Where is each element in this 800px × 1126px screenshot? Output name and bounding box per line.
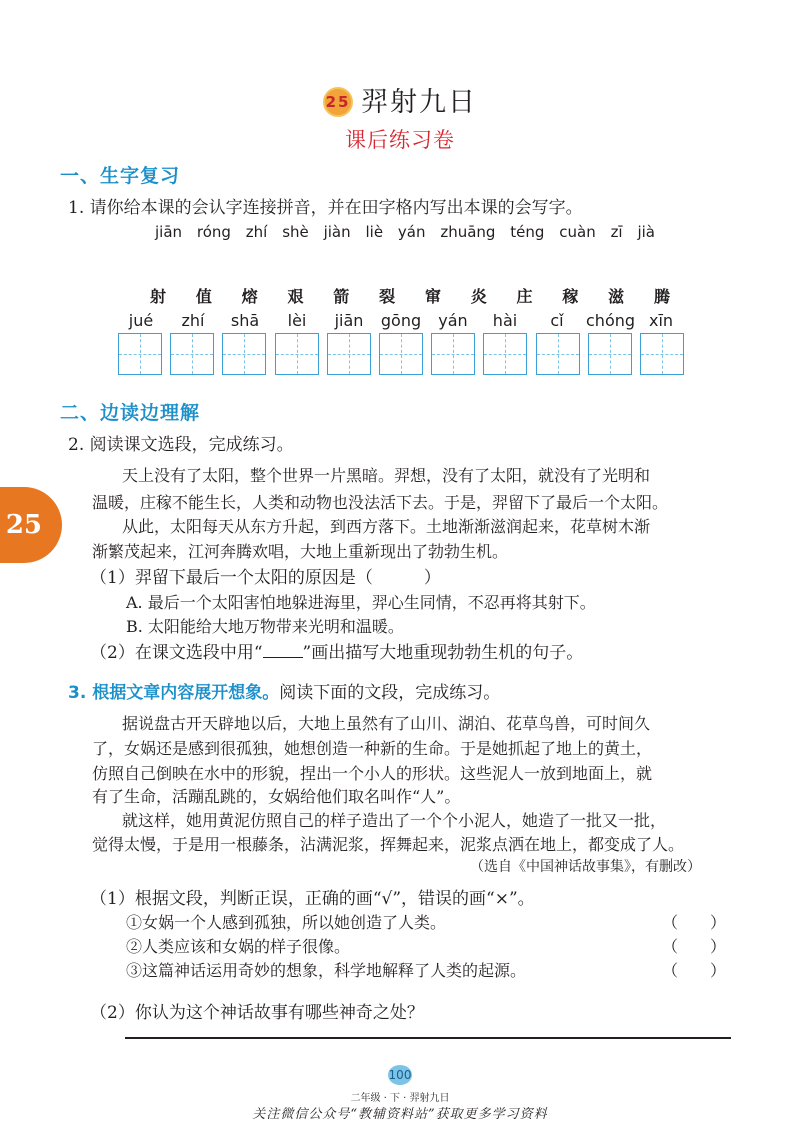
question-1: 1. 请你给本课的会认字连接拼音，并在田字格内写出本课的会写字。 xyxy=(68,198,583,218)
passage2-line: 就这样，她用黄泥仿照自己的样子造出了一个个小泥人，她造了一批又一批， xyxy=(122,811,667,830)
q2-option-b[interactable]: B. 太阳能给大地万物带来光明和温暖。 xyxy=(126,617,404,636)
char-item[interactable]: 熔 xyxy=(241,287,258,306)
passage2-line: 觉得太慢，于是用一根藤条，沾满泥浆，挥舞起来，泥浆点洒在地上，都变成了人。 xyxy=(92,835,685,854)
grid-pinyin: jiān xyxy=(334,311,364,330)
judge-paren-1[interactable]: （ ） xyxy=(662,913,727,932)
char-item[interactable]: 炎 xyxy=(470,287,487,306)
char-item[interactable]: 值 xyxy=(195,287,212,306)
pinyin-item[interactable]: liè xyxy=(365,223,384,241)
tianzige-box[interactable] xyxy=(222,333,266,375)
char-item[interactable]: 艰 xyxy=(287,287,304,306)
pinyin-item[interactable]: yán xyxy=(397,223,426,241)
grid-pinyin: lèi xyxy=(287,311,307,330)
judge-item-3: ③这篇神话运用奇妙的想象，科学地解释了人类的起源。 xyxy=(126,961,527,980)
lesson-title-text: 羿射九日 xyxy=(361,87,477,118)
char-item[interactable]: 滋 xyxy=(608,287,625,306)
question-2: 2. 阅读课文选段，完成练习。 xyxy=(68,435,294,455)
q2-sub2 xyxy=(90,638,583,663)
page-number: 100 xyxy=(388,1065,412,1085)
passage1-line: 温暖，庄稼不能生长，人类和动物也没法活下去。于是，羿留下了最后一个太阳。 xyxy=(92,493,669,512)
char-item[interactable]: 箭 xyxy=(333,287,350,306)
char-item[interactable]: 窜 xyxy=(424,287,441,306)
q3-sub1: （1）根据文段，判断正误，正确的画“√”，错误的画“×”。 xyxy=(90,889,535,909)
tianzige-box[interactable] xyxy=(640,333,684,375)
judge-item-1: ①女娲一个人感到孤独，所以她创造了人类。 xyxy=(126,913,447,932)
side-lesson-tab: 25 xyxy=(0,487,62,563)
section1-heading: 一、生字复习 xyxy=(60,165,181,187)
passage1-line: 渐繁茂起来，江河奔腾欢唱，大地上重新现出了勃勃生机。 xyxy=(92,542,509,561)
char-item[interactable]: 裂 xyxy=(379,287,396,306)
grid-pinyin: shā xyxy=(230,311,260,330)
pinyin-item[interactable]: róng xyxy=(196,223,231,241)
char-item[interactable]: 庄 xyxy=(516,287,533,306)
char-item[interactable]: 腾 xyxy=(653,287,670,306)
pinyin-item[interactable]: téng xyxy=(510,223,545,241)
question-3-rest: 阅读下面的文段，完成练习。 xyxy=(279,683,501,703)
question-3-head: 3. 根据文章内容展开想象。 xyxy=(68,683,280,703)
pinyin-item[interactable]: jià xyxy=(637,223,655,241)
grid-pinyin: xīn xyxy=(648,311,674,330)
q2-option-a[interactable]: A. 最后一个太阳害怕地躲进海里，羿心生同情，不忍再将其射下。 xyxy=(126,593,596,612)
passage2-source: （选自《中国神话故事集》，有删改） xyxy=(470,859,701,875)
grid-pinyin-row xyxy=(118,311,684,330)
q2-sub2-pre: （2）在课文选段中用“ xyxy=(90,643,263,663)
passage1-line: 天上没有了太阳，整个世界一片黑暗。羿想，没有了太阳，就没有了光明和 xyxy=(122,466,651,485)
q2-sub1: （1）羿留下最后一个太阳的原因是（ ） xyxy=(90,568,441,588)
judge-paren-2[interactable]: （ ） xyxy=(662,937,727,956)
pinyin-item[interactable]: zhuāng xyxy=(440,223,496,241)
passage2-line: 有了生命，活蹦乱跳的，女娲给他们取名叫作“人”。 xyxy=(92,787,461,806)
footer-caption: 二年级 · 下 · 羿射九日 xyxy=(350,1093,450,1104)
character-row xyxy=(150,284,670,307)
underline-sample xyxy=(263,643,303,658)
grid-pinyin: hài xyxy=(492,311,518,330)
lesson-title xyxy=(0,80,800,119)
tianzige-box[interactable] xyxy=(431,333,475,375)
section2-heading: 二、边读边理解 xyxy=(60,402,201,424)
q2-sub2-post: ”画出描写大地重现勃勃生机的句子。 xyxy=(302,643,584,663)
tianzige-row xyxy=(118,333,684,375)
answer-line[interactable] xyxy=(125,1037,731,1039)
footer-note: 关注微信公众号“教辅资料站”获取更多学习资料 xyxy=(252,1107,548,1122)
pinyin-item[interactable]: zī xyxy=(610,223,623,241)
passage2-line: 据说盘古开天辟地以后，大地上虽然有了山川、湖泊、花草鸟兽，可时间久 xyxy=(122,714,651,733)
judge-paren-3[interactable]: （ ） xyxy=(662,961,727,980)
pinyin-top-row xyxy=(155,223,655,241)
worksheet-subtitle: 课后练习卷 xyxy=(345,128,455,152)
pinyin-item[interactable]: jiàn xyxy=(323,223,351,241)
grid-pinyin: zhí xyxy=(181,311,205,330)
tianzige-box[interactable] xyxy=(588,333,632,375)
tianzige-box[interactable] xyxy=(483,333,527,375)
pinyin-item[interactable]: jiān xyxy=(155,223,183,241)
passage1-line: 从此，太阳每天从东方升起，到西方落下。土地渐渐滋润起来，花草树木渐 xyxy=(122,517,651,536)
question-3 xyxy=(68,678,500,703)
passage2-line: 了，女娲还是感到很孤独，她想创造一种新的生命。于是她抓起了地上的黄土， xyxy=(92,739,653,758)
tianzige-box[interactable] xyxy=(536,333,580,375)
tianzige-box[interactable] xyxy=(118,333,162,375)
grid-pinyin: jué xyxy=(128,311,154,330)
grid-pinyin: cǐ xyxy=(550,311,564,330)
tianzige-box[interactable] xyxy=(327,333,371,375)
pinyin-item[interactable]: zhí xyxy=(245,223,268,241)
pinyin-item[interactable]: cuàn xyxy=(559,223,596,241)
char-item[interactable]: 射 xyxy=(150,287,167,306)
judge-item-2: ②人类应该和女娲的样子很像。 xyxy=(126,937,351,956)
grid-pinyin: chóng xyxy=(586,311,636,330)
tianzige-box[interactable] xyxy=(379,333,423,375)
tianzige-box[interactable] xyxy=(275,333,319,375)
q3-sub2: （2）你认为这个神话故事有哪些神奇之处？ xyxy=(90,1003,424,1023)
char-item[interactable]: 稼 xyxy=(562,287,579,306)
passage2-line: 仿照自己倒映在水中的形貌，捏出一个小人的形状。这些泥人一放到地面上，就 xyxy=(92,764,653,783)
grid-pinyin: yán xyxy=(438,311,468,330)
grid-pinyin: gōng xyxy=(380,311,422,330)
lesson-number-badge: 25 xyxy=(323,87,353,117)
tianzige-box[interactable] xyxy=(170,333,214,375)
pinyin-item[interactable]: shè xyxy=(282,223,309,241)
